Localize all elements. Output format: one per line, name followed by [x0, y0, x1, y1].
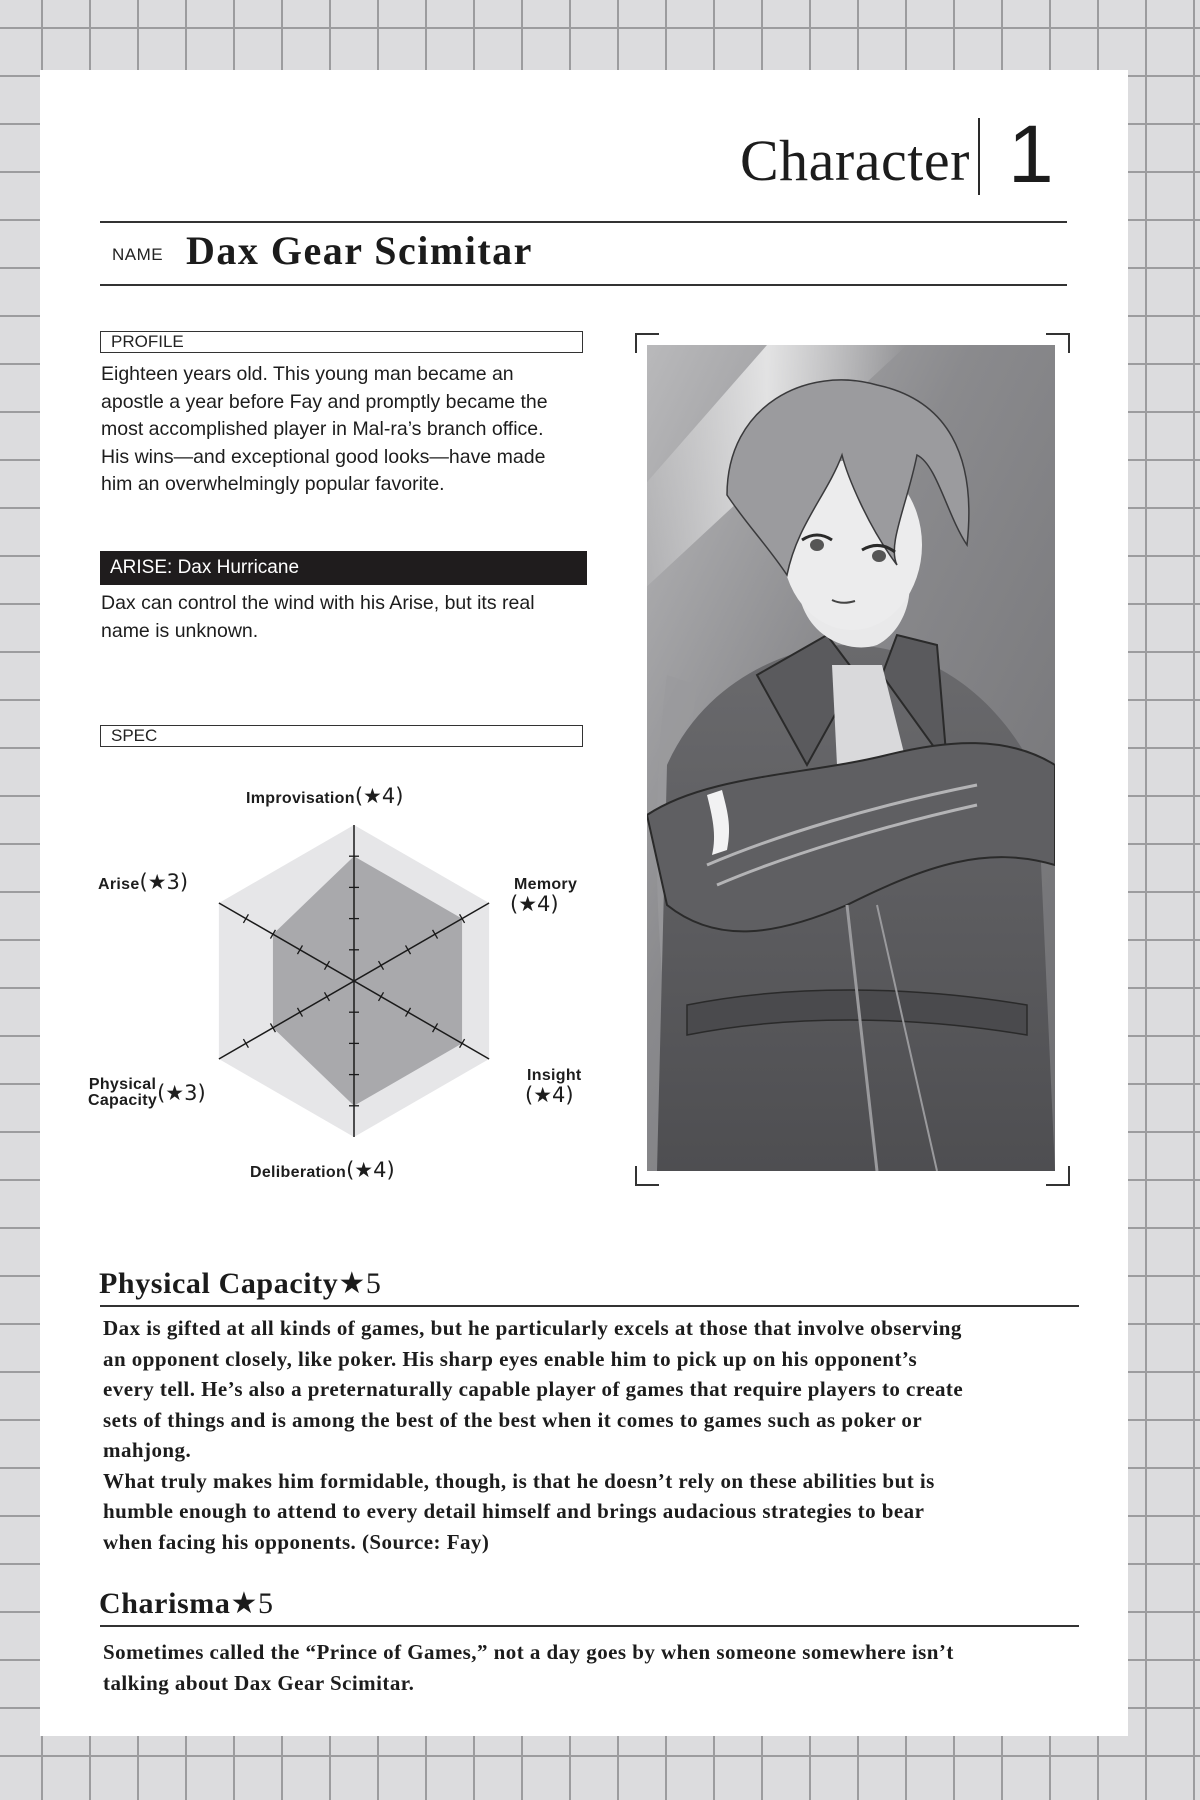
section-heading-charisma: Charisma★5: [99, 1587, 274, 1620]
body-line: talking about Dax Gear Scimitar.: [103, 1670, 415, 1695]
star-icon: (★4): [510, 892, 559, 916]
spec-label-insight: Insight (★4): [525, 1067, 582, 1107]
star-icon: (★4): [525, 1083, 574, 1107]
profile-line: Eighteen years old. This young man became an: [101, 363, 514, 385]
arise-label: ARISE: Dax Hurricane: [100, 551, 587, 585]
profile-line: apostle a year before Fay and promptly became the: [101, 390, 548, 413]
body-line: humble enough to attend to every detail himself and brings audacious strategies to bear: [103, 1499, 925, 1523]
profile-line: most accomplished player in Mal-ra’s branch office.: [101, 418, 544, 440]
body-line: every tell. He’s also a preternaturally capable player of games that require players to create: [103, 1377, 964, 1401]
body-line: mahjong.: [103, 1438, 192, 1462]
spec-label-arise: Arise(★3): [98, 870, 189, 894]
character-portrait: [647, 345, 1055, 1171]
profile-label: PROFILE: [100, 331, 583, 353]
portrait-illustration: [647, 345, 1055, 1171]
star-icon: (★3): [157, 1081, 206, 1105]
section-heading-physical-capacity: Physical Capacity★5: [99, 1267, 382, 1300]
spec-label-improvisation: Improvisation(★4): [246, 784, 404, 808]
body-line: What truly makes him formidable, though, is that he doesn’t rely on these abilities but is: [103, 1468, 935, 1493]
section-title: Character: [740, 128, 970, 193]
spec-label: SPEC: [100, 725, 583, 747]
name-label: NAME: [112, 245, 164, 264]
character-name: Dax Gear Scimitar: [186, 228, 533, 273]
star-icon: (★4): [354, 784, 404, 808]
body-line: Dax is gifted at all kinds of games, but he particularly excels at those that involve observing: [103, 1316, 962, 1340]
profile-line: His wins—and exceptional good looks—have made: [101, 445, 546, 468]
section-body-physical-capacity: [103, 1313, 1093, 1557]
body-line: Sometimes called the “Prince of Games,” not a day goes by when someone somewhere isn’t: [103, 1640, 954, 1664]
section-number: 1: [1008, 109, 1054, 200]
arise-line: Dax can control the wind with his Arise, but its real: [101, 592, 535, 614]
body-line: when facing his opponents. (Source: Fay): [103, 1529, 490, 1554]
star-icon: ★5: [338, 1267, 382, 1300]
spec-label-memory: Memory (★4): [510, 876, 578, 916]
profile-line: him an overwhelmingly popular favorite.: [101, 473, 445, 495]
body-line: an opponent closely, like poker. His sharp eyes enable him to pick up on his opponent’s: [103, 1346, 918, 1371]
section-rule: [100, 1305, 1079, 1307]
section-body-charisma: [103, 1637, 1093, 1698]
body-line: sets of things and is among the best of the best when it comes to games such as poker or: [103, 1407, 923, 1432]
star-icon: (★3): [139, 870, 189, 894]
spec-label-deliberation: Deliberation(★4): [250, 1158, 395, 1182]
star-icon: (★4): [346, 1158, 395, 1182]
arise-line: name is unknown.: [101, 619, 259, 642]
star-icon: ★5: [230, 1587, 274, 1620]
section-rule: [100, 1625, 1079, 1627]
spec-label-physical-capacity: Physical Capacity (★3): [88, 1076, 206, 1109]
